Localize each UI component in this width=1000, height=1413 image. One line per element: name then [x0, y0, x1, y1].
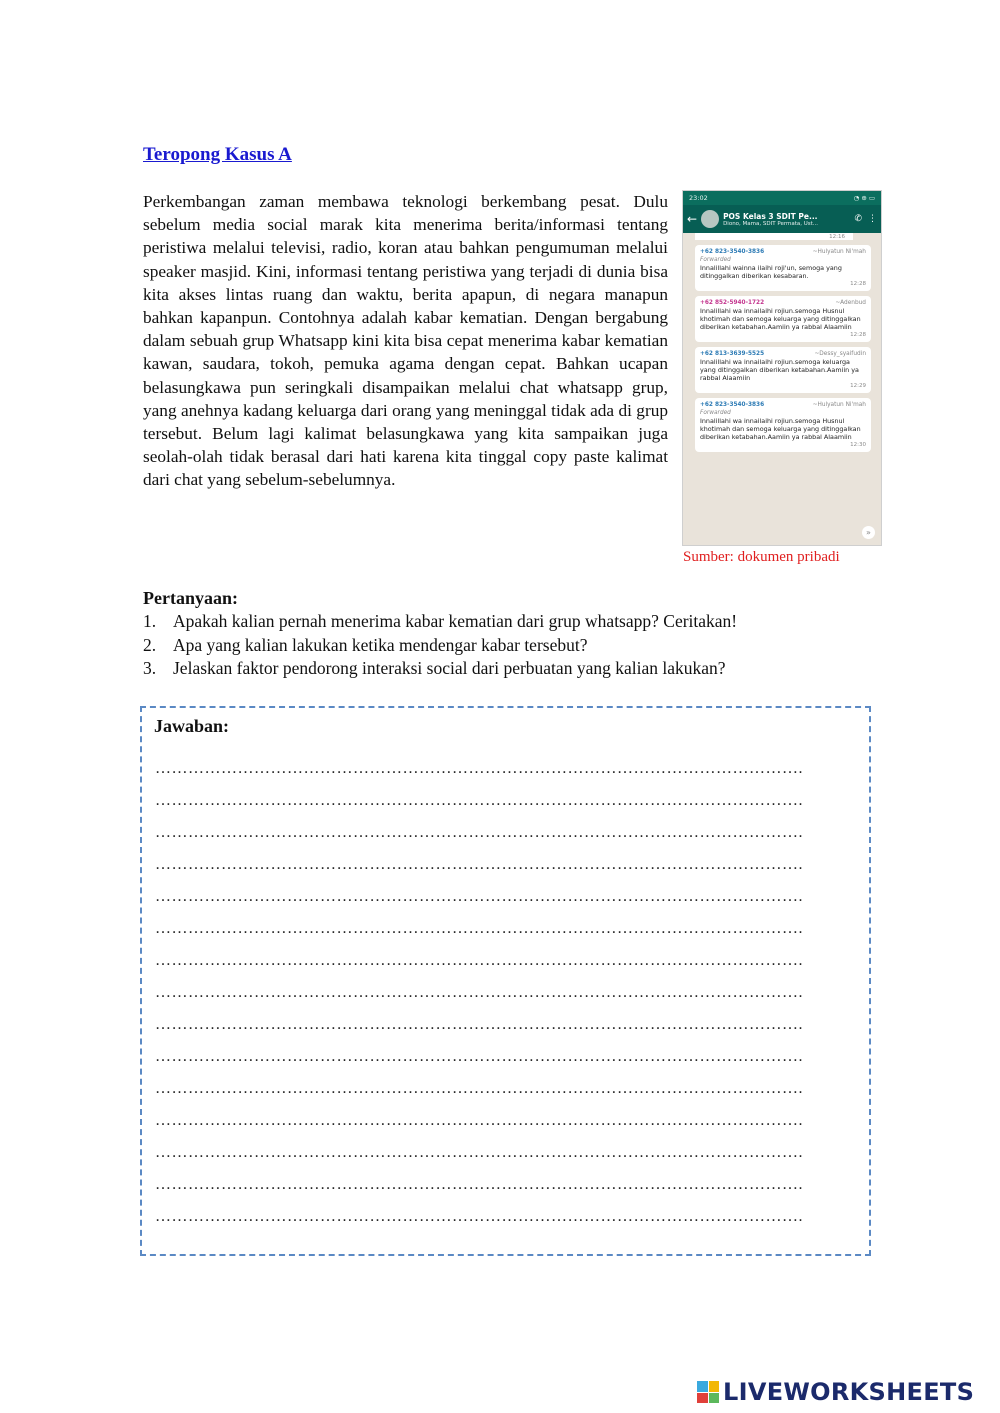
message-phone: +62 823-3540-3836 [700, 402, 765, 408]
page-title: Teropong Kasus A [143, 144, 292, 165]
answer-line[interactable]: ………………………………………………………………………………………………………. [155, 1112, 803, 1129]
liveworksheets-logo [697, 1378, 974, 1406]
case-body-text: Perkembangan zaman membawa teknologi berkembang pesat. Dulu sebelum media social marak kita menerima berita/informasi tentang peristiwa melalui televisi, radio, koran atau bahkan pengumuman melalui speaker masjid. Kini, informasi tentang peristiwa yang terjadi di dunia bisa kita akses lintas ruang dan waktu, berita apapun, di negara manapun bahkan kapanpun. Contohnya adalah kabar kematian. Dengan bergabung dalam sebuah grup Whatsapp kini kita bisa cepat menerima kabar kematian kawan, saudara, tokoh, pemuka agama dengan cepat. Bahkan ucapan belasungkawa pun seringkali disampaikan melalui chat whatsapp grup, yang anehnya kadang keluarga dari orang yang meninggal tidak ada di grup tersebut. Belum lagi kalimat belasungkawa yang kita sampaikan juga seolah-olah tidak berasal dari hati karena kita tinggal copy paste kalimat dari chat yang sebelum-sebelumnya. [143, 192, 668, 490]
scroll-down-icon: » [862, 526, 875, 539]
chat-message [695, 347, 871, 393]
chat-message [695, 245, 871, 291]
group-avatar [701, 210, 719, 228]
message-phone: +62 813-3639-5525 [700, 351, 765, 357]
answer-line[interactable]: ………………………………………………………………………………………………………. [155, 1176, 803, 1193]
answer-line[interactable]: ………………………………………………………………………………………………………. [155, 1048, 803, 1065]
question-item [143, 634, 737, 658]
message-phone: +62 852-5940-1722 [700, 300, 765, 306]
question-text: Jelaskan faktor pendorong interaksi social dari perbuatan yang kalian lakukan? [173, 658, 726, 678]
question-number: 3. [143, 658, 157, 678]
message-text: Innalillahi wa innailaihi rojiun.semoga Husnul khotimah dan semoga keluarga yang ditinggalkan diberikan ketabahan.Aamiin ya rabbal Alaamiin [700, 307, 861, 331]
answer-line[interactable]: ………………………………………………………………………………………………………. [155, 952, 803, 969]
forwarded-label: Forwarded [700, 257, 731, 263]
message-sender: ~Dessy_syaifudin [814, 351, 866, 357]
message-sender: ~Adenbud [835, 300, 866, 306]
message-sender: ~Hulyatun Ni'mah [812, 402, 866, 408]
answer-line[interactable]: ………………………………………………………………………………………………………. [155, 1144, 803, 1161]
answer-box [140, 706, 871, 1256]
group-name: POS Kelas 3 SDIT Pe... [723, 211, 818, 221]
menu-dots-icon: ⋮ [868, 214, 877, 224]
question-number: 2. [143, 634, 157, 655]
questions-heading: Pertanyaan: [143, 588, 238, 608]
chat-header [683, 205, 881, 233]
message-text: Innalillahi wa innailaihi rojiun.semoga keluarga yang ditinggalkan diberikan ketabahan.Aamiin ya rabbal Alaamiin [700, 358, 859, 382]
status-time: 23:02 [689, 194, 708, 202]
answer-line[interactable]: ………………………………………………………………………………………………………. [155, 760, 803, 777]
question-item [143, 610, 737, 634]
answer-line[interactable]: ………………………………………………………………………………………………………. [155, 1208, 803, 1225]
message-phone: +62 823-3540-3836 [700, 249, 765, 255]
back-arrow-icon: ← [687, 212, 698, 226]
questions-list [143, 610, 737, 681]
whatsapp-screenshot [682, 190, 882, 546]
chat-message [695, 296, 871, 342]
phone-status-bar [683, 191, 881, 205]
answer-line[interactable]: ………………………………………………………………………………………………………. [155, 824, 803, 841]
question-text: Apakah kalian pernah menerima kabar kematian dari grup whatsapp? Ceritakan! [173, 611, 738, 631]
status-icons: ◔ ⊕ ▭ [853, 194, 875, 202]
answer-line[interactable]: ………………………………………………………………………………………………………. [155, 1016, 803, 1033]
question-text: Apa yang kalian lakukan ketika mendengar kabar tersebut? [173, 634, 588, 655]
answer-lines [155, 760, 845, 1240]
message-text: Innalillahi wa innailaihi rojiun.semoga Husnul khotimah dan semoga keluarga yang ditinggalkan diberikan ketabahan.Aamiin ya rabbal Alaamiin [700, 417, 861, 441]
answer-label: Jawaban: [154, 716, 230, 736]
message-time: 12:29 [850, 383, 866, 389]
message-text: Innalillahi wainna ilaihi roji'un, semoga yang ditinggalkan diberikan kesabaran. [700, 264, 842, 280]
chat-message [695, 398, 871, 452]
forwarded-label: Forwarded [700, 410, 731, 416]
answer-line[interactable]: ………………………………………………………………………………………………………. [155, 920, 803, 937]
logo-text: LIVEWORKSHEETS [723, 1378, 975, 1406]
answer-line[interactable]: ………………………………………………………………………………………………………. [155, 984, 803, 1001]
group-members: Diono, Mama, SDIT Permata, Ust... [723, 220, 819, 227]
question-item [143, 657, 737, 681]
call-icon: ✆ [854, 214, 862, 224]
top-message-time: 12:16 [695, 233, 853, 240]
screenshot-caption: Sumber: dokumen pribadi [683, 549, 840, 565]
message-time: 12:28 [850, 281, 866, 287]
message-sender: ~Hulyatun Ni'mah [812, 249, 866, 255]
question-number: 1. [143, 611, 157, 631]
answer-line[interactable]: ………………………………………………………………………………………………………. [155, 888, 803, 905]
answer-line[interactable]: ………………………………………………………………………………………………………. [155, 1080, 803, 1097]
message-time: 12:28 [850, 332, 866, 338]
answer-line[interactable]: ………………………………………………………………………………………………………. [155, 856, 803, 873]
logo-mark-icon [697, 1381, 719, 1403]
message-time: 12:30 [850, 442, 866, 448]
answer-line[interactable]: ………………………………………………………………………………………………………. [155, 792, 803, 809]
